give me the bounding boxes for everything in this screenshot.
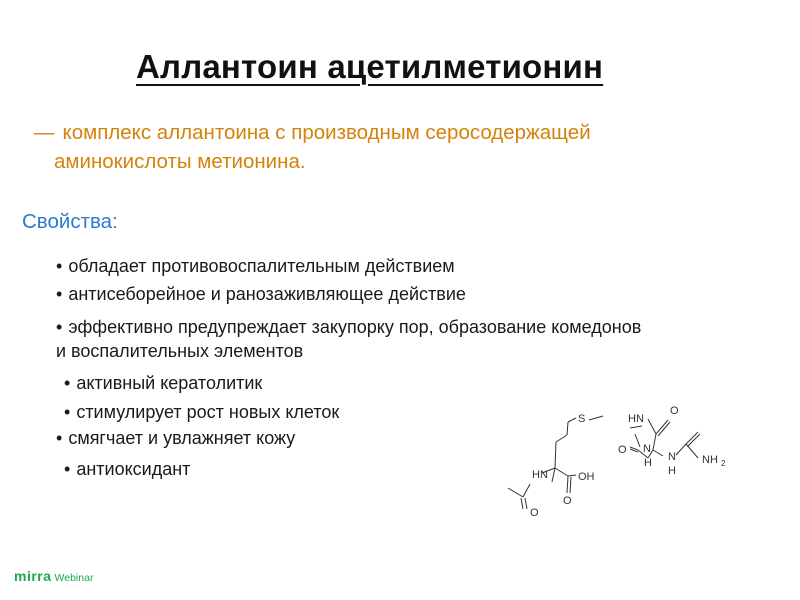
properties-heading: Свойства: xyxy=(22,210,118,233)
bullet-item: • эффективно предупреждает закупорку пор, образование комедонов xyxy=(56,317,642,337)
atom-label: O xyxy=(530,507,539,519)
bullet-item: • активный кератолитик xyxy=(64,373,263,393)
logo-suffix: Webinar xyxy=(54,572,94,584)
intro-line-1: комплекс аллантоина с производным серосодержащей xyxy=(62,121,591,144)
atom-label: NH xyxy=(702,454,718,466)
logo-brand: mirra xyxy=(14,568,52,584)
bullet-continuation: и воспалительных элементов xyxy=(56,341,304,361)
intro-definition xyxy=(34,118,776,176)
intro-dash: — xyxy=(34,121,55,144)
page-title: Аллантоин ацетилметионин xyxy=(136,48,604,85)
atom-label: O xyxy=(618,444,627,456)
chemical-structure-diagram xyxy=(490,400,730,525)
atom-label: HN xyxy=(628,413,644,425)
bullet-item: • стимулирует рост новых клеток xyxy=(64,402,340,422)
atom-label: H xyxy=(644,457,652,469)
atom-label: N xyxy=(668,451,676,463)
bullet-item: • обладает противовоспалительным действием xyxy=(56,256,455,276)
atom-label: N xyxy=(643,443,651,455)
bullet-item: • антиоксидант xyxy=(64,459,191,479)
atom-label: O xyxy=(563,495,572,507)
atom-label: OH xyxy=(578,471,595,483)
atom-label: HN xyxy=(532,469,548,481)
atom-label: S xyxy=(578,413,586,425)
atom-label: O xyxy=(670,405,679,417)
mirra-webinar-logo xyxy=(14,568,93,586)
atom-label: 2 xyxy=(721,459,726,468)
bullet-item: • антисеборейное и ранозаживляющее действие xyxy=(56,284,466,304)
atom-label: H xyxy=(668,465,676,477)
bullet-item: • смягчает и увлажняет кожу xyxy=(56,428,296,448)
intro-line-2: аминокислоты метионина. xyxy=(54,150,306,173)
